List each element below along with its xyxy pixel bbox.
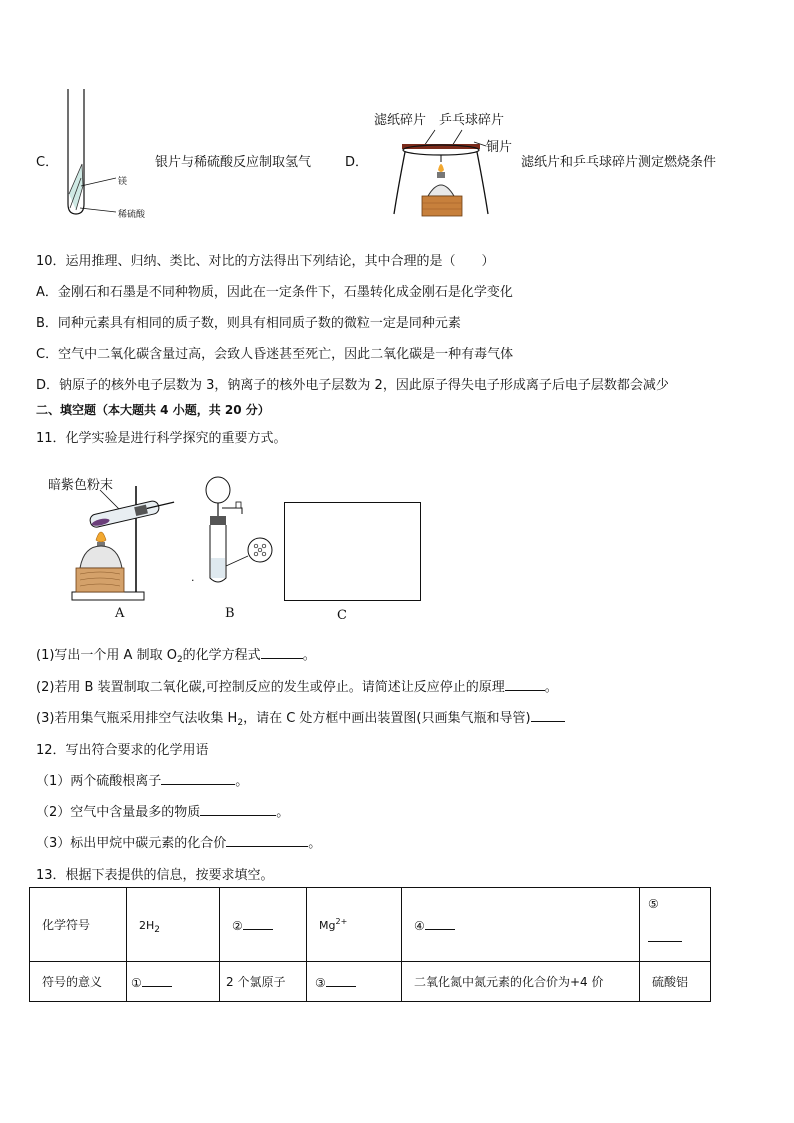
table-cell: ① xyxy=(127,962,220,1002)
blank[interactable] xyxy=(142,974,172,987)
q10-stem: 10．运用推理、归纳、类比、对比的方法得出下列结论，其中合理的是（ ） xyxy=(36,254,495,269)
blank[interactable] xyxy=(200,803,276,816)
table-cell: ⑤ xyxy=(640,888,711,962)
test-tube-figure xyxy=(58,86,158,221)
q10-option-a: A．金刚石和石墨是不同种物质，因此在一定条件下，石墨转化成金刚石是化学变化 xyxy=(36,285,513,300)
tube-metal-label: 镁 xyxy=(118,177,128,187)
q10-option-c: C．空气中二氧化碳含量过高，会致人昏迷甚至死亡，因此二氧化碳是一种有毒气体 xyxy=(36,347,514,362)
table-cell: ② xyxy=(220,888,307,962)
q12-part3: （3）标出甲烷中碳元素的化合价 。 xyxy=(36,836,322,851)
option-c-label: C． xyxy=(36,155,59,170)
blank[interactable] xyxy=(531,709,565,722)
table-cell: 硫酸铝 xyxy=(640,962,711,1002)
apparatus-c-box xyxy=(284,502,421,601)
row-header: 化学符号 xyxy=(30,888,127,962)
q12-stem: 12．写出符合要求的化学用语 xyxy=(36,743,209,758)
dot-mark: · xyxy=(191,574,195,587)
q12-part1: （1）两个硫酸根离子 。 xyxy=(36,774,249,789)
apparatus-a-figure xyxy=(40,484,180,606)
q12-part2: （2）空气中含量最多的物质 。 xyxy=(36,805,290,820)
option-d-label: D． xyxy=(345,155,369,170)
blank[interactable] xyxy=(505,678,545,691)
section-heading: 二、填空题（本大题共 4 小题，共 20 分） xyxy=(36,403,270,417)
q13-stem: 13．根据下表提供的信息，按要求填空。 xyxy=(36,868,274,883)
q11-part3: (3)若用集气瓶采用排空气法收集 $H_2$，请在 C 处方框中画出装置图(只画集气瓶和导管) xyxy=(36,707,565,726)
blank[interactable] xyxy=(261,646,303,659)
label-c: C xyxy=(337,608,347,623)
table-cell: 二氧化氮中氮元素的化合价为+4 价 xyxy=(402,962,640,1002)
table-cell: 2 个氯原子 xyxy=(220,962,307,1002)
q11-part2: (2)若用 B 装置制取二氧化碳,可控制反应的发生或停止。请简述让反应停止的原理 。 xyxy=(36,680,558,695)
blank[interactable] xyxy=(425,917,455,930)
option-d-caption: 滤纸片和乒乓球碎片测定燃烧条件 xyxy=(521,155,717,170)
option-c-caption: 银片与稀硫酸反应制取氢气 xyxy=(155,155,312,170)
apparatus-b-figure xyxy=(196,474,276,586)
q11-part1: (1)写出一个用 A 制取 $O_2$的化学方程式 。 xyxy=(36,648,316,665)
table-cell: $2H_2$ xyxy=(127,888,220,962)
blank[interactable] xyxy=(648,929,682,942)
blank[interactable] xyxy=(161,772,235,785)
q10-option-b: B．同种元素具有相同的质子数，则具有相同质子数的微粒一定是同种元素 xyxy=(36,316,461,331)
copper-plate-label: 铜片 xyxy=(486,140,513,155)
blank[interactable] xyxy=(226,834,308,847)
table-cell: ③ xyxy=(307,962,402,1002)
label-b: B xyxy=(225,606,235,621)
label-a: A xyxy=(115,606,125,621)
table-cell: ④ xyxy=(402,888,640,962)
blank[interactable] xyxy=(243,917,273,930)
table-row xyxy=(30,962,711,1002)
q11-stem: 11．化学实验是进行科学探究的重要方式。 xyxy=(36,431,287,446)
info-table xyxy=(29,887,711,1002)
row-header: 符号的意义 xyxy=(30,962,127,1002)
tripod-top-label: 滤纸碎片 乒乓球碎片 xyxy=(374,113,505,128)
tube-acid-label: 稀硫酸 xyxy=(118,210,146,220)
table-row xyxy=(30,888,711,962)
table-cell: $Mg^{2+}$ xyxy=(307,888,402,962)
blank[interactable] xyxy=(326,974,356,987)
q10-option-d: D．钠原子的核外电子层数为 3，钠离子的核外电子层数为 2，因此原子得失电子形成离子后电子层数都会减少 xyxy=(36,378,669,393)
powder-label: 暗紫色粉末 xyxy=(48,478,114,493)
